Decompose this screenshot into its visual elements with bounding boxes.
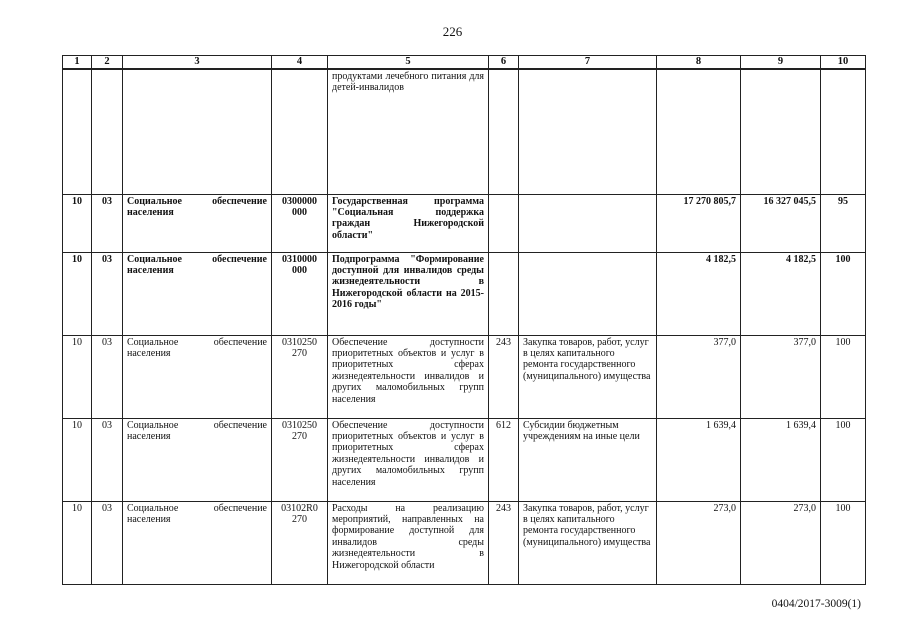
expense-type-cell: 243	[489, 501, 519, 584]
column-header: 5	[328, 56, 489, 70]
section-name-cell: Социальное обеспечение населения	[123, 335, 272, 418]
section-name-cell: Социальное обеспечение населения	[123, 418, 272, 501]
section-code-cell: 10	[63, 252, 92, 335]
section-code-cell	[63, 69, 92, 194]
expense-type-name-cell: Закупка товаров, работ, услуг в целях капитального ремонта государственного (муниципального) имущества	[519, 335, 657, 418]
executed-amount-cell: 16 327 045,5	[741, 194, 821, 252]
executed-amount-cell: 4 182,5	[741, 252, 821, 335]
subsection-code-cell: 03	[92, 252, 123, 335]
execution-percent-cell: 100	[821, 252, 866, 335]
expense-type-name-cell: Субсидии бюджетным учреждениям на иные цели	[519, 418, 657, 501]
target-article-cell: 0310250 270	[272, 418, 328, 501]
execution-percent-cell: 100	[821, 418, 866, 501]
section-code-cell: 10	[63, 418, 92, 501]
article-name-cell: Обеспечение доступности приоритетных объектов и услуг в приоритетных сферах жизнедеятельности инвалидов и других маломобильных групп населения	[328, 335, 489, 418]
planned-amount-cell: 1 639,4	[657, 418, 741, 501]
table-row	[63, 69, 866, 194]
planned-amount-cell	[657, 69, 741, 194]
section-name-cell: Социальное обеспечение населения	[123, 501, 272, 584]
column-number-row	[63, 56, 866, 70]
planned-amount-cell: 17 270 805,7	[657, 194, 741, 252]
expense-type-cell: 243	[489, 335, 519, 418]
section-name-cell: Социальное обеспечение населения	[123, 194, 272, 252]
expense-type-cell	[489, 69, 519, 194]
planned-amount-cell: 377,0	[657, 335, 741, 418]
target-article-cell: 03102R0 270	[272, 501, 328, 584]
target-article-cell: 0310250 270	[272, 335, 328, 418]
budget-table	[62, 55, 866, 585]
article-name-cell: продуктами лечебного питания для детей-инвалидов	[328, 69, 489, 194]
section-name-cell: Социальное обеспечение населения	[123, 252, 272, 335]
table-row	[63, 335, 866, 418]
column-header: 9	[741, 56, 821, 70]
article-name-cell: Расходы на реализацию мероприятий, направленных на формирование доступной для инвалидов среды жизнедеятельности в Нижегородской области	[328, 501, 489, 584]
section-code-cell: 10	[63, 194, 92, 252]
table-body	[63, 69, 866, 584]
table-row	[63, 418, 866, 501]
execution-percent-cell: 100	[821, 501, 866, 584]
column-header: 3	[123, 56, 272, 70]
table-row	[63, 194, 866, 252]
executed-amount-cell: 273,0	[741, 501, 821, 584]
expense-type-cell: 612	[489, 418, 519, 501]
section-code-cell: 10	[63, 335, 92, 418]
subsection-code-cell: 03	[92, 194, 123, 252]
planned-amount-cell: 273,0	[657, 501, 741, 584]
execution-percent-cell	[821, 69, 866, 194]
article-name-cell: Государственная программа "Социальная поддержка граждан Нижегородской области"	[328, 194, 489, 252]
expense-type-name-cell	[519, 252, 657, 335]
column-header: 1	[63, 56, 92, 70]
page-number: 226	[442, 24, 463, 39]
article-name-cell: Обеспечение доступности приоритетных объектов и услуг в приоритетных сферах жизнедеятельности инвалидов и других маломобильных групп населения	[328, 418, 489, 501]
expense-type-name-cell	[519, 194, 657, 252]
subsection-code-cell: 03	[92, 501, 123, 584]
column-header: 6	[489, 56, 519, 70]
column-header: 2	[92, 56, 123, 70]
column-header: 8	[657, 56, 741, 70]
column-header: 4	[272, 56, 328, 70]
document-code: 0404/2017-3009(1)	[771, 598, 861, 610]
subsection-code-cell: 03	[92, 335, 123, 418]
executed-amount-cell	[741, 69, 821, 194]
table-row	[63, 501, 866, 584]
target-article-cell: 0310000 000	[272, 252, 328, 335]
expense-type-name-cell	[519, 69, 657, 194]
table-row	[63, 252, 866, 335]
executed-amount-cell: 1 639,4	[741, 418, 821, 501]
expense-type-name-cell: Закупка товаров, работ, услуг в целях капитального ремонта государственного (муниципального) имущества	[519, 501, 657, 584]
planned-amount-cell: 4 182,5	[657, 252, 741, 335]
executed-amount-cell: 377,0	[741, 335, 821, 418]
target-article-cell: 0300000 000	[272, 194, 328, 252]
subsection-code-cell	[92, 69, 123, 194]
expense-type-cell	[489, 252, 519, 335]
column-header: 10	[821, 56, 866, 70]
section-code-cell: 10	[63, 501, 92, 584]
column-header: 7	[519, 56, 657, 70]
subsection-code-cell: 03	[92, 418, 123, 501]
target-article-cell	[272, 69, 328, 194]
execution-percent-cell: 100	[821, 335, 866, 418]
section-name-cell	[123, 69, 272, 194]
article-name-cell: Подпрограмма "Формирование доступной для инвалидов среды жизнедеятельности в Нижегородской области на 2015-2016 годы"	[328, 252, 489, 335]
execution-percent-cell: 95	[821, 194, 866, 252]
expense-type-cell	[489, 194, 519, 252]
